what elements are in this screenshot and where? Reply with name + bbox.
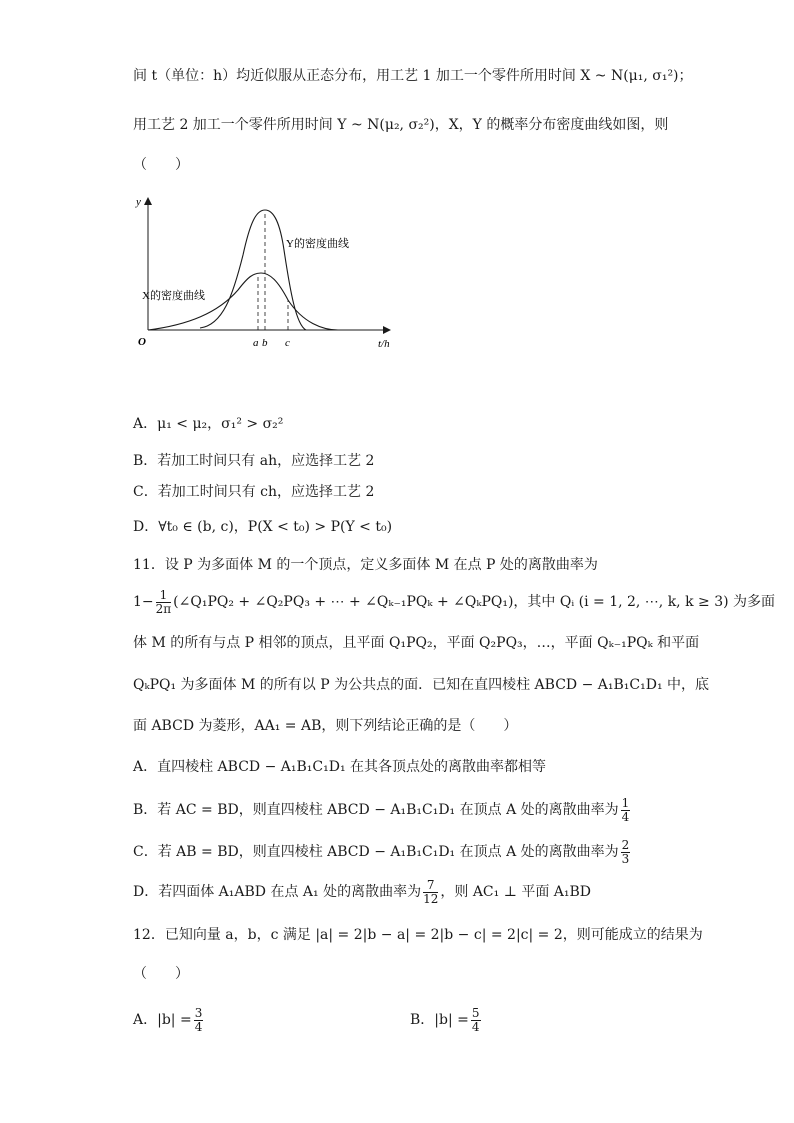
q12-option-b-pre: B．|b| = <box>410 1012 469 1028</box>
q10-option-a: A．μ₁ < μ₂，σ₁² > σ₂² <box>133 416 284 432</box>
y-density-curve <box>200 210 306 330</box>
x-axis-label: t/h <box>378 338 390 350</box>
q11-formula-line <box>133 588 775 616</box>
y-axis-label: y <box>136 196 141 208</box>
tick-c: c <box>285 337 290 349</box>
tick-b: b <box>262 337 268 349</box>
q11-line-5: 面 ABCD 为菱形，AA₁ = AB，则下列结论正确的是（ ） <box>133 718 518 734</box>
formula-denominator: 2π <box>155 601 172 616</box>
tick-a: a <box>253 337 259 349</box>
q12-option-a-pre: A．|b| = <box>133 1012 192 1028</box>
q11-option-b-fraction <box>621 797 631 824</box>
formula-body: (∠Q₁PQ₂ + ∠Q₂PQ₃ + ⋯ + ∠Qₖ₋₁PQₖ + ∠QₖPQ₁)，其中 Qᵢ (i = 1, 2, ⋯, k, k ≥ 3) 为多面 <box>173 594 776 610</box>
q11-line-4: QₖPQ₁ 为多面体 M 的所有以 P 为公共点的面．已知在直四棱柱 ABCD − A₁B₁C₁D₁ 中，底 <box>133 677 710 693</box>
q11-option-d-fraction <box>423 879 438 906</box>
q11-line-1: 11．设 P 为多面体 M 的一个顶点，定义多面体 M 在点 P 处的离散曲率为 <box>133 557 598 573</box>
x-axis-arrow <box>383 326 391 334</box>
q12-blank: （ ） <box>133 966 189 982</box>
q12-option-a-den: 4 <box>194 1019 203 1034</box>
q12-line-1: 12．已知向量 a，b，c 满足 |a| = 2|b − a| = 2|b − c| = 2|c| = 2，则可能成立的结果为 <box>133 927 703 943</box>
q10-option-b: B．若加工时间只有 ah，应选择工艺 2 <box>133 453 375 469</box>
y-curve-label: Y的密度曲线 <box>286 238 349 250</box>
q11-option-c-text: C．若 AB = BD，则直四棱柱 ABCD − A₁B₁C₁D₁ 在顶点 A 处的离散曲率为 <box>133 844 619 860</box>
q11-option-b <box>133 796 632 824</box>
formula-numerator: 1 <box>156 589 172 603</box>
q12-option-b-den: 4 <box>471 1019 480 1034</box>
q10-line-1: 间 t（单位：h）均近似服从正态分布，用工艺 1 加工一个零件所用时间 X ~ N(μ₁, σ₁²)； <box>133 68 693 84</box>
origin-label: O <box>138 336 146 348</box>
q11-option-b-num: 1 <box>621 795 630 810</box>
q11-option-d-den: 12 <box>423 891 439 906</box>
formula-fraction <box>156 589 172 616</box>
q11-option-d-pre: D．若四面体 A₁ABD 在点 A₁ 处的离散曲率为 <box>133 884 422 900</box>
q12-option-a-fraction <box>194 1007 204 1034</box>
q11-line-3: 体 M 的所有与点 P 相邻的顶点，且平面 Q₁PQ₂，平面 Q₂PQ₃，…，平面 Qₖ₋₁PQₖ 和平面 <box>133 635 700 651</box>
q12-option-b-fraction <box>471 1007 481 1034</box>
q11-option-c-num: 2 <box>621 837 630 852</box>
q12-option-b <box>410 1006 483 1034</box>
y-axis-arrow <box>144 197 152 205</box>
q11-option-d-num: 7 <box>423 879 438 893</box>
q11-option-a: A．直四棱柱 ABCD − A₁B₁C₁D₁ 在其各顶点处的离散曲率都相等 <box>133 759 547 775</box>
q10-option-d: D．∀t₀ ∈ (b, c)，P(X < t₀) > P(Y < t₀) <box>133 519 393 535</box>
q12-option-a-num: 3 <box>194 1005 203 1020</box>
q12-option-a <box>133 1006 205 1034</box>
x-curve-label: X的密度曲线 <box>142 290 205 302</box>
q11-option-c-den: 3 <box>621 851 630 866</box>
q11-option-d-post: ，则 AC₁ ⊥ 平面 A₁BD <box>440 884 592 900</box>
q10-blank: （ ） <box>133 157 189 173</box>
q11-option-d <box>133 878 591 906</box>
q10-line-2: 用工艺 2 加工一个零件所用时间 Y ~ N(μ₂, σ₂²)，X，Y 的概率分布密度曲线如图，则 <box>133 117 669 133</box>
q11-option-b-text: B．若 AC = BD，则直四棱柱 ABCD − A₁B₁C₁D₁ 在顶点 A 处的离散曲率为 <box>133 802 619 818</box>
q11-option-c-fraction <box>621 839 631 866</box>
q11-option-b-den: 4 <box>621 809 630 824</box>
density-curve-figure <box>128 185 408 355</box>
q11-option-c <box>133 838 632 866</box>
q12-option-b-num: 5 <box>471 1005 480 1020</box>
q10-option-c: C．若加工时间只有 ch，应选择工艺 2 <box>133 484 375 500</box>
formula-prefix: 1− <box>133 594 154 610</box>
